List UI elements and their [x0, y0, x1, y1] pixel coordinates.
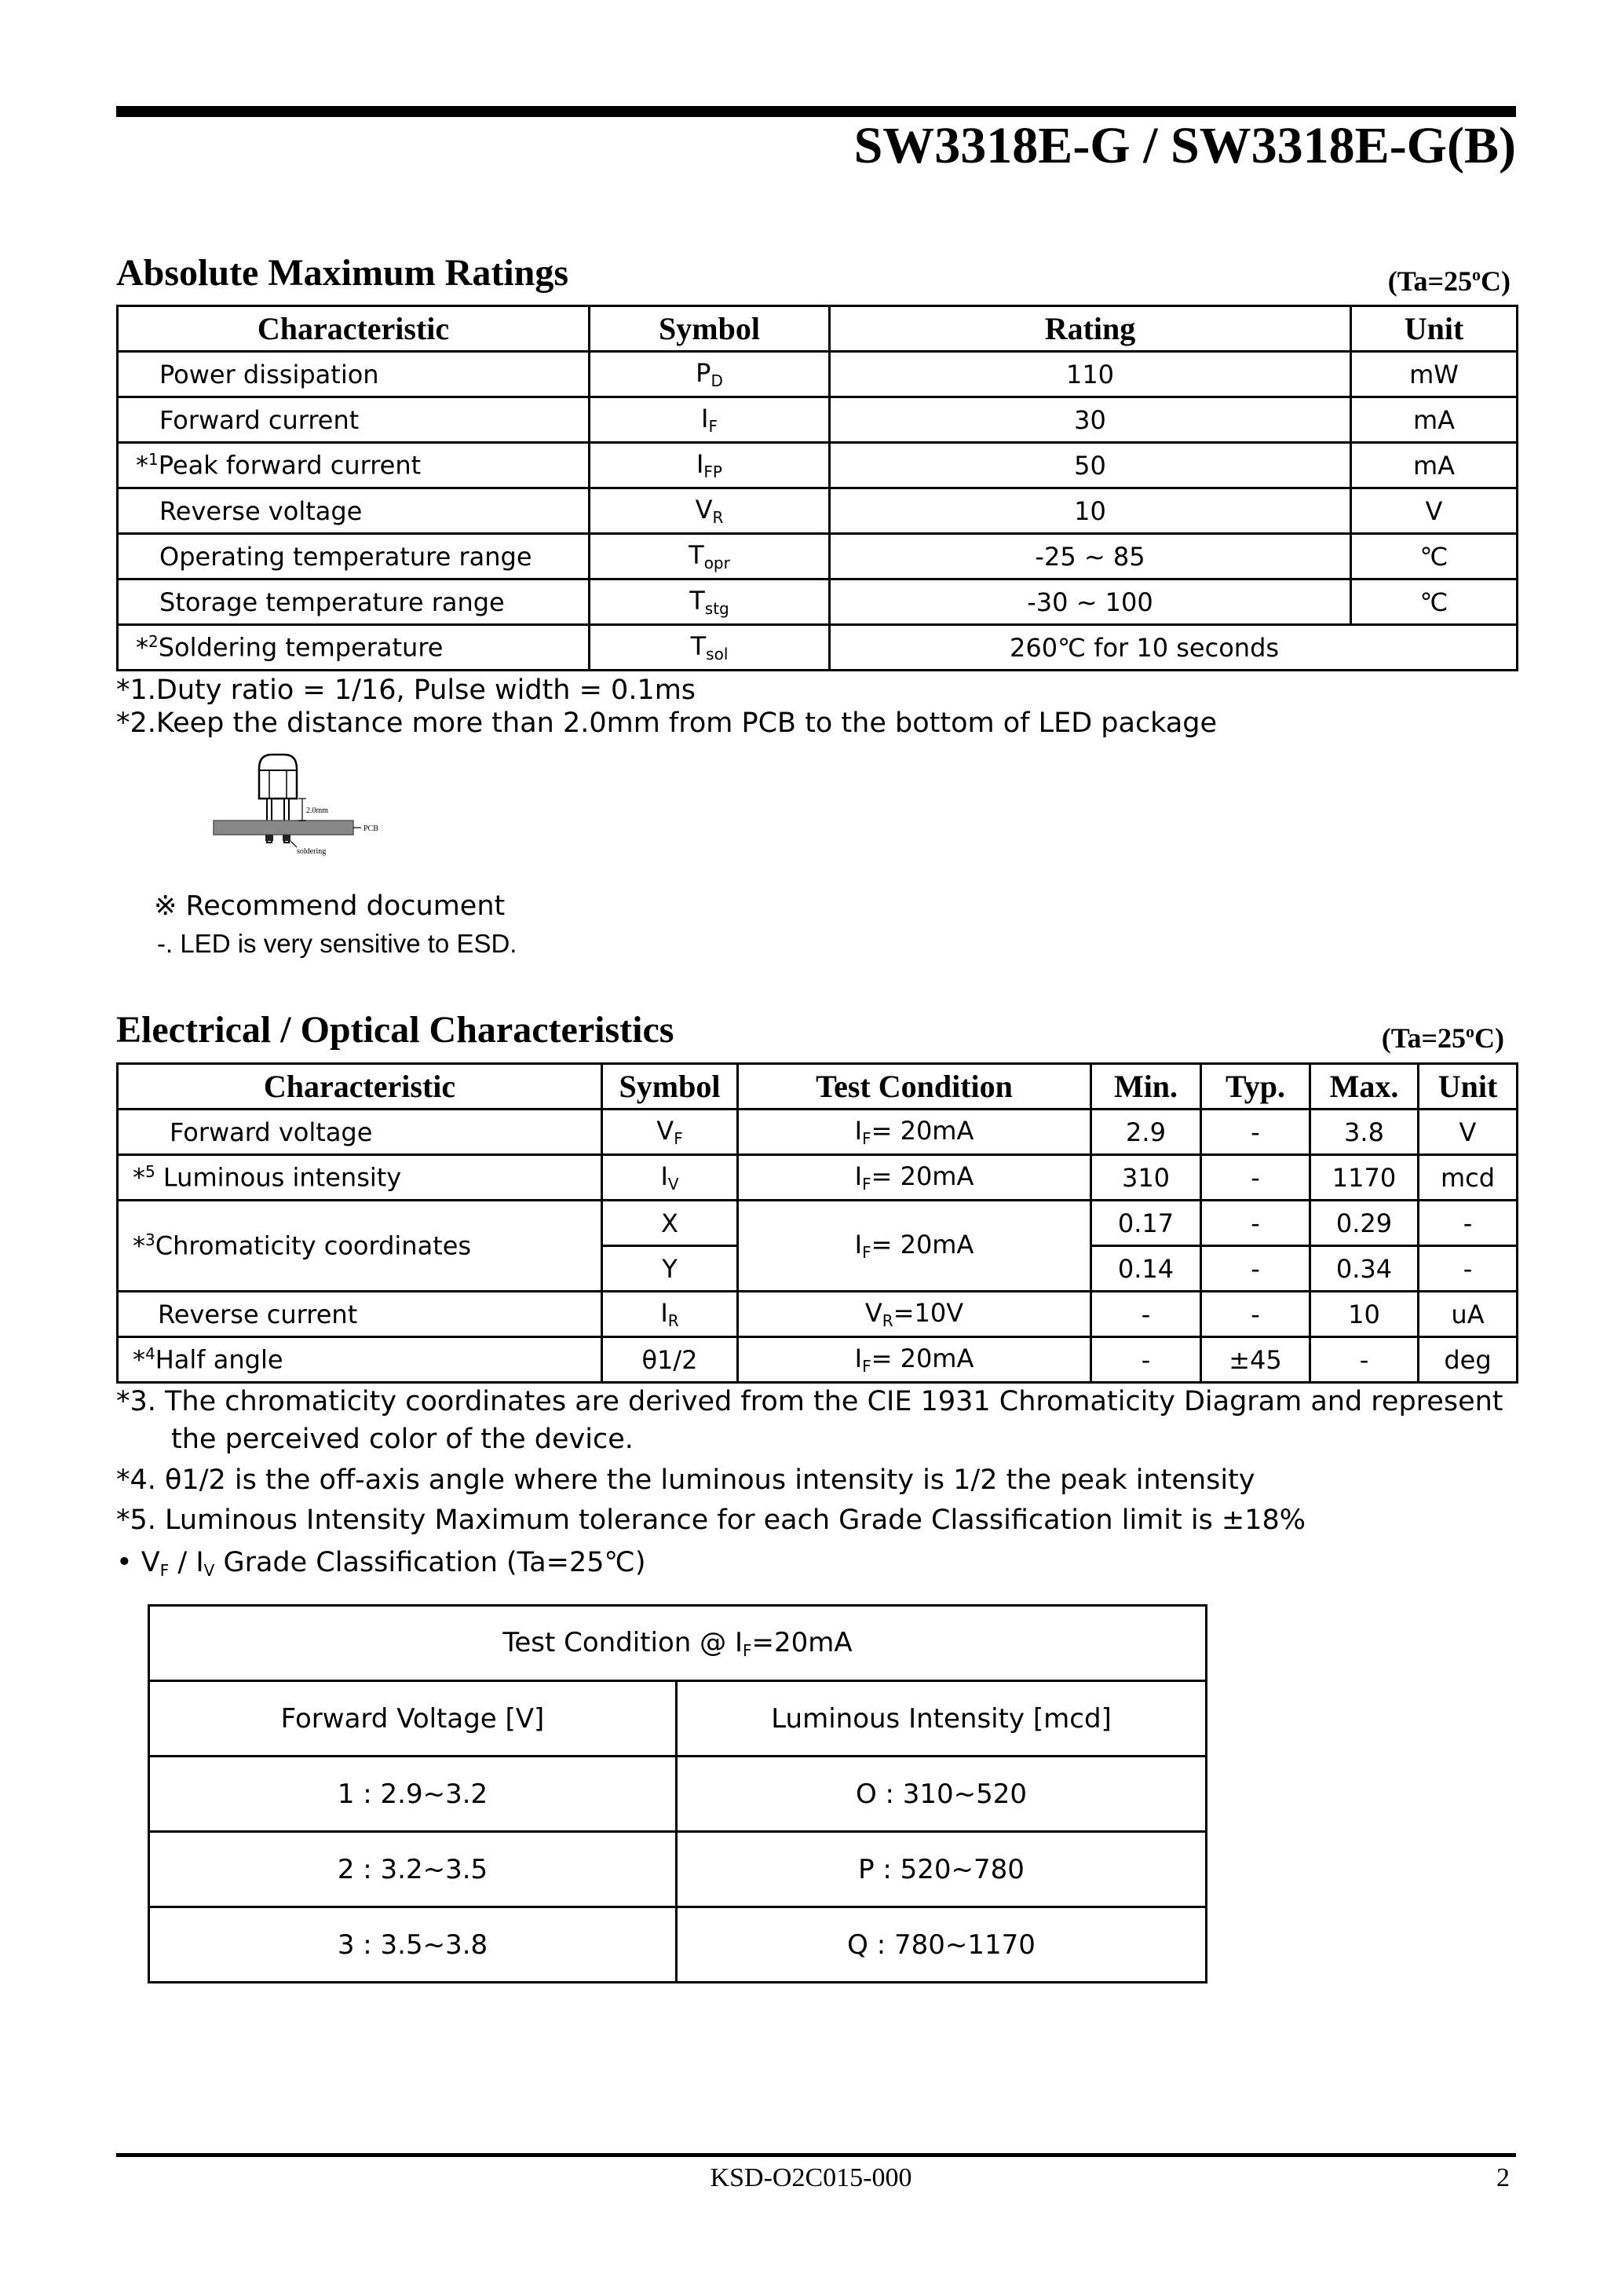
- symbol-cell: $I_V$: [602, 1155, 738, 1201]
- min-cell: 0.17: [1091, 1201, 1201, 1246]
- characteristic-cell: Reverse voltage: [118, 488, 590, 534]
- typ-cell: -: [1201, 1246, 1310, 1292]
- rating-cell: 110: [830, 352, 1351, 397]
- rating-cell: -30 ~ 100: [830, 579, 1351, 625]
- unit-cell: mA: [1351, 443, 1518, 488]
- col-rating: Rating: [830, 306, 1351, 352]
- led-body-shape: [259, 755, 297, 799]
- table-header-row: [118, 1064, 1518, 1110]
- table-row: [118, 1155, 1518, 1201]
- table-row: [118, 625, 1518, 671]
- header-rule: [116, 106, 1516, 117]
- characteristic-cell: Forward current: [118, 397, 590, 443]
- led-mounting-diagram: [206, 748, 386, 858]
- document-title: SW3318E-G / SW3318E-G(B): [853, 117, 1516, 174]
- unit-cell: V: [1351, 488, 1518, 534]
- esd-warning: -. LED is very sensitive to ESD.: [157, 929, 517, 958]
- table-row: [118, 1337, 1518, 1383]
- symbol-cell: $T_{stg}$: [590, 579, 830, 625]
- rating-cell: 260℃ for 10 seconds: [830, 625, 1518, 671]
- intensity-grade-cell: O : 310~520: [677, 1757, 1207, 1832]
- max-cell: 1170: [1310, 1155, 1419, 1201]
- unit-cell: -: [1419, 1246, 1518, 1292]
- rating-cell: 30: [830, 397, 1351, 443]
- characteristic-cell: *$^4$Half angle: [118, 1337, 602, 1383]
- col-unit: Unit: [1419, 1064, 1518, 1110]
- symbol-cell: $V_F$: [602, 1110, 738, 1155]
- elec-title: Electrical / Optical Characteristics: [116, 1009, 674, 1051]
- rating-cell: -25 ~ 85: [830, 534, 1351, 579]
- soldering-label: soldering: [297, 847, 327, 856]
- characteristic-cell: Forward voltage: [118, 1110, 602, 1155]
- max-cell: 0.29: [1310, 1201, 1419, 1246]
- max-cell: 3.8: [1310, 1110, 1419, 1155]
- grade-condition-row: [149, 1606, 1207, 1681]
- note-pcb-distance: *2.Keep the distance more than 2.0mm from PCB to the bottom of LED package: [116, 707, 1218, 739]
- note-duty-ratio: *1.Duty ratio = 1/16, Pulse width = 0.1ms: [116, 675, 696, 706]
- condition-cell: $I_F= 20mA$: [738, 1201, 1091, 1292]
- col-symbol: Symbol: [590, 306, 830, 352]
- min-cell: 0.14: [1091, 1246, 1201, 1292]
- condition-cell: $I_F= 20mA$: [738, 1337, 1091, 1383]
- symbol-cell: $T_{opr}$: [590, 534, 830, 579]
- symbol-cell: $V_R$: [590, 488, 830, 534]
- characteristic-cell: Power dissipation: [118, 352, 590, 397]
- col-typ: Typ.: [1201, 1064, 1310, 1110]
- symbol-cell: $I_{FP}$: [590, 443, 830, 488]
- table-row: [118, 397, 1518, 443]
- table-row: [149, 1757, 1207, 1832]
- symbol-cell: $I_F$: [590, 397, 830, 443]
- characteristic-cell: Operating temperature range: [118, 534, 590, 579]
- solder-joint: [283, 835, 290, 841]
- condition-cell: $I_F= 20mA$: [738, 1110, 1091, 1155]
- typ-cell: -: [1201, 1155, 1310, 1201]
- note-chromaticity: *3. The chromaticity coordinates are derived from the CIE 1931 Chromaticity Diagram and represent: [116, 1386, 1503, 1417]
- unit-cell: uA: [1419, 1292, 1518, 1337]
- footer-rule: [116, 2153, 1516, 2157]
- dim-label: 2.0mm: [306, 806, 329, 815]
- condition-cell: $V_R=10V$: [738, 1292, 1091, 1337]
- solder-joint: [265, 835, 273, 841]
- unit-cell: ℃: [1351, 579, 1518, 625]
- min-cell: 2.9: [1091, 1110, 1201, 1155]
- table-header-row: [118, 306, 1518, 352]
- max-cell: 0.34: [1310, 1246, 1419, 1292]
- col-characteristic: Characteristic: [118, 306, 590, 352]
- unit-cell: V: [1419, 1110, 1518, 1155]
- col-luminous-intensity: Luminous Intensity [mcd]: [677, 1681, 1207, 1757]
- intensity-grade-cell: P : 520~780: [677, 1832, 1207, 1907]
- unit-cell: mW: [1351, 352, 1518, 397]
- table-row: [149, 1832, 1207, 1907]
- col-unit: Unit: [1351, 306, 1518, 352]
- min-cell: 310: [1091, 1155, 1201, 1201]
- rating-cell: 50: [830, 443, 1351, 488]
- min-cell: -: [1091, 1337, 1201, 1383]
- soldering-pointer: [290, 841, 297, 847]
- unit-cell: mcd: [1419, 1155, 1518, 1201]
- pcb-board: [214, 821, 353, 835]
- table-row: [118, 488, 1518, 534]
- min-cell: -: [1091, 1292, 1201, 1337]
- col-characteristic: Characteristic: [118, 1064, 602, 1110]
- col-symbol: Symbol: [602, 1064, 738, 1110]
- symbol-cell: θ1/2: [602, 1337, 738, 1383]
- characteristic-cell: *$^1$Peak forward current: [118, 443, 590, 488]
- voltage-grade-cell: 1 : 2.9~3.2: [149, 1757, 677, 1832]
- table-row: [118, 443, 1518, 488]
- characteristic-cell: *$^3$Chromaticity coordinates: [118, 1201, 602, 1292]
- note-chromaticity-cont: the perceived color of the device.: [171, 1424, 634, 1455]
- note-half-angle: *4. θ1/2 is the off-axis angle where the luminous intensity is 1/2 the peak intensity: [116, 1464, 1255, 1496]
- characteristic-cell: *$^5$ Luminous intensity: [118, 1155, 602, 1201]
- table-row: [118, 534, 1518, 579]
- rating-cell: 10: [830, 488, 1351, 534]
- page-number: 2: [1496, 2163, 1510, 2192]
- col-test-condition: Test Condition: [738, 1064, 1091, 1110]
- typ-cell: ±45: [1201, 1337, 1310, 1383]
- table-row: [118, 1110, 1518, 1155]
- abs-max-condition: $(Ta=25^oC)$: [1387, 265, 1511, 297]
- document-code: KSD-O2C015-000: [710, 2163, 912, 2192]
- note-tolerance: *5. Luminous Intensity Maximum tolerance for each Grade Classification limit is ±18%: [116, 1504, 1306, 1536]
- table-row: [118, 1292, 1518, 1337]
- elec-table: [116, 1062, 1518, 1384]
- col-min: Min.: [1091, 1064, 1201, 1110]
- table-row: [118, 352, 1518, 397]
- elec-condition: $(Ta=25^oC)$: [1381, 1022, 1504, 1054]
- symbol-cell: $I_R$: [602, 1292, 738, 1337]
- symbol-cell: Y: [602, 1246, 738, 1292]
- characteristic-cell: Storage temperature range: [118, 579, 590, 625]
- abs-max-title: Absolute Maximum Ratings: [116, 252, 569, 294]
- max-cell: -: [1310, 1337, 1419, 1383]
- recommend-document: ※ Recommend document: [154, 890, 506, 922]
- grade-classification-heading: • $V_F / I_V$ Grade Classification (Ta=25℃): [116, 1547, 646, 1580]
- grade-table: [148, 1604, 1207, 1983]
- characteristic-cell: *$^2$Soldering temperature: [118, 625, 590, 671]
- max-cell: 10: [1310, 1292, 1419, 1337]
- col-forward-voltage: Forward Voltage [V]: [149, 1681, 677, 1757]
- col-max: Max.: [1310, 1064, 1419, 1110]
- grade-condition: Test Condition @ $I_F=20mA$: [149, 1606, 1207, 1681]
- characteristic-cell: Reverse current: [118, 1292, 602, 1337]
- unit-cell: ℃: [1351, 534, 1518, 579]
- symbol-cell: $T_{sol}$: [590, 625, 830, 671]
- table-row: [149, 1907, 1207, 1983]
- typ-cell: -: [1201, 1110, 1310, 1155]
- voltage-grade-cell: 2 : 3.2~3.5: [149, 1832, 677, 1907]
- symbol-cell: $P_D$: [590, 352, 830, 397]
- table-row: [118, 579, 1518, 625]
- voltage-grade-cell: 3 : 3.5~3.8: [149, 1907, 677, 1983]
- table-row: [118, 1201, 1518, 1246]
- unit-cell: -: [1419, 1201, 1518, 1246]
- condition-cell: $I_F= 20mA$: [738, 1155, 1091, 1201]
- intensity-grade-cell: Q : 780~1170: [677, 1907, 1207, 1983]
- typ-cell: -: [1201, 1201, 1310, 1246]
- unit-cell: mA: [1351, 397, 1518, 443]
- pcb-label: PCB: [363, 824, 378, 833]
- unit-cell: deg: [1419, 1337, 1518, 1383]
- typ-cell: -: [1201, 1292, 1310, 1337]
- abs-max-table: [116, 305, 1518, 671]
- symbol-cell: X: [602, 1201, 738, 1246]
- table-header-row: [149, 1681, 1207, 1757]
